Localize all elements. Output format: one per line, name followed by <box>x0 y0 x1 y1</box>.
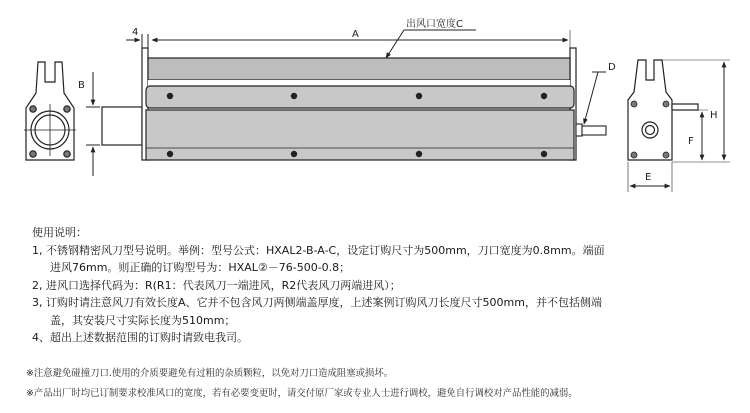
instruction-item-4: 4、超出上述数据范围的订购时请致电我司。 <box>32 331 248 344</box>
instruction-item-3-cont: 盖，其安装尺寸实际长度为510mm； <box>50 313 236 327</box>
warning-note-2: ※产品出厂时均已订制要求校准风口的宽度，若有必要变更时，请交付原厂家或专业人士进行调校，避免自行调校对产品性能的减弱。 <box>26 388 578 399</box>
left-end-view <box>24 62 76 160</box>
dimension-d-leader <box>584 72 606 124</box>
label-outlet-width-c: 出风口宽度C <box>406 19 463 30</box>
instruction-item-1-cont: 进风76mm。则正确的订购型号为：HXAL②－76-500-0.8； <box>50 261 351 274</box>
instruction-item-3: 3, 订购时请注意风刀有效长度A、它并不包含风刀两侧端盖厚度，上述案例订购风刀长度尺寸500mm，并不包括侧端 <box>32 296 602 309</box>
label-d: D <box>608 62 616 73</box>
instructions-heading: 使用说明： <box>32 226 87 239</box>
outlet-width-c-leader <box>386 30 476 58</box>
label-e: E <box>645 172 652 183</box>
label-a: A <box>352 29 359 40</box>
label-b: B <box>78 80 85 91</box>
dimension-f <box>672 110 708 160</box>
instruction-item-1: 1, 不锈钢精密风刀型号说明。举例：型号公式：HXAL2-B-A-C，设定订购尺寸为500mm，刀口宽度为0.8mm。端面 <box>32 243 605 257</box>
label-f: F <box>688 136 694 147</box>
dimension-a <box>148 30 570 58</box>
dimension-b <box>86 72 100 176</box>
instructions-block <box>32 224 732 347</box>
right-pipe-stub <box>576 124 606 136</box>
label-dim-4: 4 <box>132 27 139 38</box>
warning-note-1: ※注意避免碰撞刀口.使用的介质要避免有过粗的杂质颗粒，以免对刀口造成阻塞或损坏。 <box>26 368 394 379</box>
air-inlet-pipe <box>102 107 142 145</box>
label-h: H <box>710 110 718 121</box>
instruction-item-2: 2, 进风口选择代码为：R(R1：代表风刀一端进风，R2代表风刀两端进风）； <box>32 278 401 292</box>
air-knife-body <box>142 48 576 160</box>
